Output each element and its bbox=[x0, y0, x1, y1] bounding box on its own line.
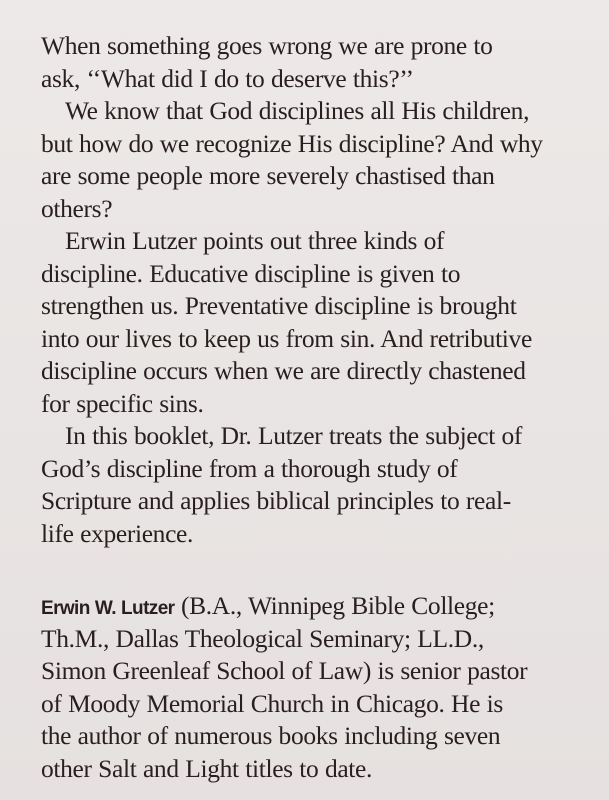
author-credentials: (B.A., Winnipeg Bible College; bbox=[174, 591, 495, 620]
section-spacer bbox=[41, 550, 601, 590]
description-line: for specific sins. bbox=[41, 388, 204, 418]
description-line: life experience. bbox=[41, 518, 194, 548]
author-bio-line: the author of numerous books including seven bbox=[41, 721, 501, 750]
author-name: Erwin W. Lutzer bbox=[41, 598, 175, 619]
description-line: In this booklet, Dr. Lutzer treats the subject of bbox=[65, 421, 523, 450]
author-bio-line: of Moody Memorial Church in Chicago. He is bbox=[41, 688, 503, 718]
description-line: Erwin Lutzer points out three kinds of bbox=[65, 226, 445, 255]
author-bio-line: Simon Greenleaf School of Law) is senior pastor bbox=[41, 656, 528, 685]
author-bio-line: Th.M., Dallas Theological Seminary; LL.D., bbox=[41, 623, 484, 653]
description-line: When something goes wrong we are prone to bbox=[41, 31, 493, 60]
description-line: ask, ‘‘What did I do to deserve this?’’ bbox=[41, 63, 414, 93]
description-line: are some people more severely chastised than bbox=[41, 161, 495, 190]
description-line: discipline occurs when we are directly chastened bbox=[41, 356, 526, 385]
description-line: We know that God disciplines all His children, bbox=[65, 96, 530, 125]
description-line: into our lives to keep us from sin. And retributive bbox=[41, 323, 532, 353]
cover-text bbox=[41, 30, 601, 785]
description-line: strengthen us. Preventative discipline is brought bbox=[41, 291, 517, 320]
description-line: Scripture and applies biblical principles to real- bbox=[41, 486, 511, 515]
author-bio-line: other Salt and Light titles to date. bbox=[41, 753, 373, 783]
description-line: but how do we recognize His discipline? And why bbox=[41, 128, 543, 158]
description-line: discipline. Educative discipline is given to bbox=[41, 258, 461, 288]
author-bio-first-line bbox=[41, 590, 601, 623]
description-line: others? bbox=[41, 193, 113, 223]
description-line: God’s discipline from a thorough study of bbox=[41, 453, 458, 483]
